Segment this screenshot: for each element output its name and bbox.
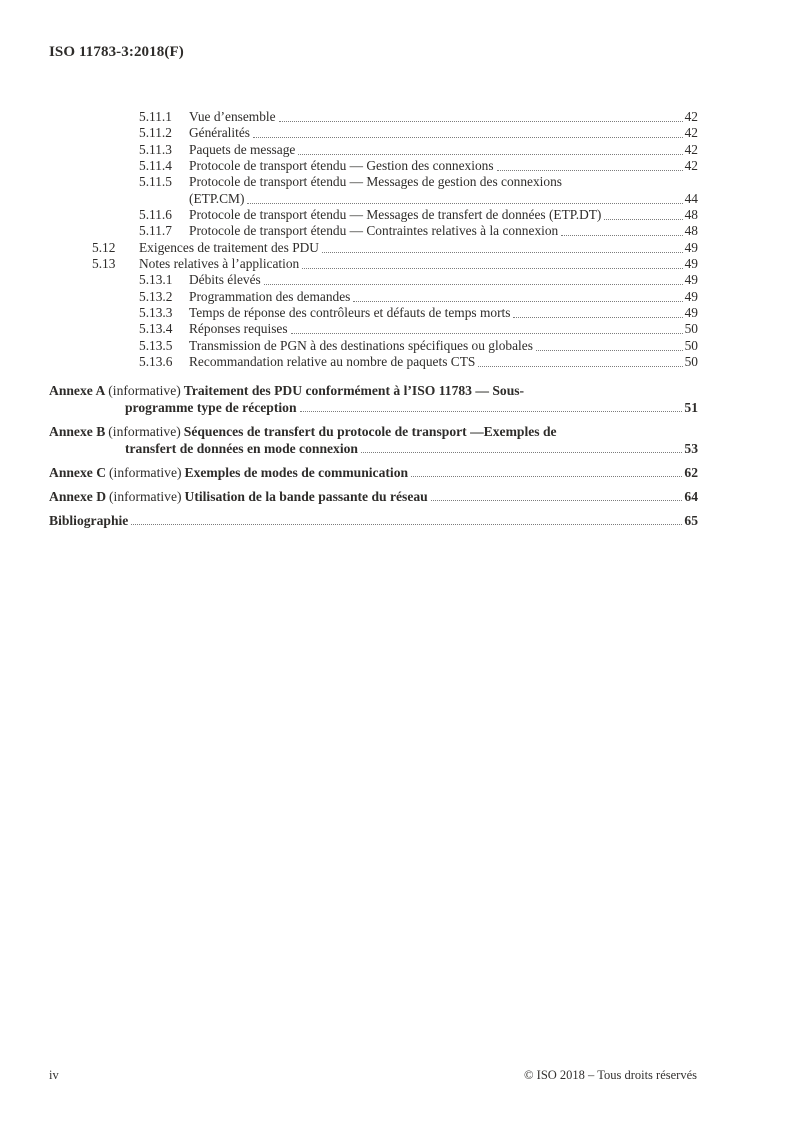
toc-entry[interactable] xyxy=(49,174,698,207)
annex-entry[interactable] xyxy=(49,423,698,457)
dot-leader xyxy=(513,317,682,318)
toc-entry-line xyxy=(139,240,698,256)
toc-entry-body xyxy=(189,207,698,223)
toc-entry-line xyxy=(189,191,698,207)
dot-leader xyxy=(302,268,682,269)
annex-line xyxy=(49,382,698,399)
toc-entry-number: 5.13.1 xyxy=(139,272,173,288)
toc-entry-title: Protocole de transport étendu — Messages de gestion des connexions xyxy=(189,174,562,190)
bibliography-title: Bibliographie xyxy=(49,512,129,528)
page-header xyxy=(49,44,184,61)
annex-entry[interactable] xyxy=(49,464,698,481)
annex-line xyxy=(49,488,698,505)
toc-entry-body xyxy=(139,240,698,256)
toc-entry-line xyxy=(189,354,698,370)
toc-entry-body xyxy=(189,354,698,370)
toc-entry-page: 48 xyxy=(684,223,698,239)
toc-entry-line xyxy=(189,109,698,125)
toc-entry-title: Programmation des demandes xyxy=(189,288,351,304)
annex-entry[interactable] xyxy=(49,382,698,416)
annex-prefix: Annexe A xyxy=(49,382,106,398)
toc-entry[interactable] xyxy=(49,125,698,141)
annex-title: Exemples de modes de communication xyxy=(184,464,409,480)
toc-entry-number: 5.12 xyxy=(92,239,116,255)
dot-leader xyxy=(300,411,683,412)
toc-entry-line xyxy=(189,338,698,354)
toc-entry-number: 5.13.5 xyxy=(139,337,173,353)
toc-entry-line xyxy=(189,321,698,337)
toc-entry-body xyxy=(189,223,698,239)
toc-entry-title: Protocole de transport étendu — Contraintes relatives à la connexion xyxy=(189,223,559,239)
annex-title: Traitement des PDU conformément à l’ISO 11783 — Sous- xyxy=(183,382,525,398)
dot-leader xyxy=(353,301,682,302)
toc-entry-body xyxy=(189,158,698,174)
bibliography-entry[interactable] xyxy=(49,512,698,529)
toc-entry-body xyxy=(189,289,698,305)
toc-entry[interactable] xyxy=(49,240,698,256)
toc-entry-number: 5.13.2 xyxy=(139,288,173,304)
toc-entry-number: 5.11.1 xyxy=(139,109,172,124)
dot-leader xyxy=(322,252,683,253)
toc-entry-number: 5.11.6 xyxy=(139,207,172,223)
toc-entry-number: 5.13 xyxy=(92,256,116,272)
dot-leader xyxy=(247,203,682,204)
annex-line xyxy=(49,440,698,457)
dot-leader xyxy=(431,500,683,501)
toc-entry-line xyxy=(189,158,698,174)
toc-entry[interactable] xyxy=(49,158,698,174)
toc-entry[interactable] xyxy=(49,256,698,272)
toc-entry-body xyxy=(189,125,698,141)
toc-entry[interactable] xyxy=(49,223,698,239)
annex-page: 64 xyxy=(684,488,698,504)
annex-label: (informative) xyxy=(109,464,182,480)
toc-entry[interactable] xyxy=(49,272,698,288)
toc-entry-line xyxy=(189,207,698,223)
annex-text xyxy=(125,440,358,457)
annex-page: 51 xyxy=(684,399,698,415)
toc-entry-number: 5.11.2 xyxy=(139,125,172,141)
toc-entry-body xyxy=(139,256,698,272)
annex-text xyxy=(49,488,428,505)
dot-leader xyxy=(131,524,682,525)
toc-entry-page: 49 xyxy=(684,239,698,255)
folio-page-number: iv xyxy=(49,1068,59,1082)
dot-leader xyxy=(264,284,683,285)
annex-label: (informative) xyxy=(108,423,181,439)
dot-leader xyxy=(291,333,683,334)
annex-title: Séquences de transfert du protocole de transport —Exemples de xyxy=(183,423,557,439)
toc-entry-line xyxy=(189,305,698,321)
toc-entry-title: Exigences de traitement des PDU xyxy=(139,239,319,255)
toc-entry-page: 42 xyxy=(684,141,698,157)
toc-entry-body xyxy=(189,109,698,125)
toc-entry-body xyxy=(189,338,698,354)
toc-entry-title: Temps de réponse des contrôleurs et défauts de temps morts xyxy=(189,305,511,321)
toc-entry-line xyxy=(189,272,698,288)
dot-leader xyxy=(298,154,682,155)
toc-entry-number: 5.13.3 xyxy=(139,305,173,321)
toc-entry[interactable] xyxy=(49,142,698,158)
toc-entry-title: Vue d’ensemble xyxy=(189,109,276,124)
annex-label: (informative) xyxy=(108,382,181,398)
toc-entry-page: 49 xyxy=(684,288,698,304)
toc-entry-number: 5.13.6 xyxy=(139,354,173,370)
toc-entry-page: 48 xyxy=(684,207,698,223)
toc-entry-page: 50 xyxy=(684,321,698,337)
toc-entry-title: Notes relatives à l’application xyxy=(139,256,300,272)
toc-entry-body xyxy=(189,272,698,288)
dot-leader xyxy=(478,366,682,367)
annex-title-continued: programme type de réception xyxy=(125,399,297,415)
annex-page: 53 xyxy=(684,440,698,456)
annex-text xyxy=(49,464,408,481)
doc-id: ISO 11783-3:2018(F) xyxy=(49,44,184,60)
toc-entry-number: 5.13.4 xyxy=(139,321,173,337)
toc-entry-body xyxy=(189,305,698,321)
toc-entry[interactable] xyxy=(49,338,698,354)
toc-entry-title: Transmission de PGN à des destinations spécifiques ou globales xyxy=(189,337,533,353)
dot-leader xyxy=(253,137,683,138)
toc-entry-line xyxy=(189,223,698,239)
toc-entry-page: 42 xyxy=(684,109,698,124)
toc-entry-line xyxy=(189,289,698,305)
copyright-notice: © ISO 2018 – Tous droits réservés xyxy=(524,1068,697,1082)
toc-entry[interactable] xyxy=(49,321,698,337)
toc-entry-line xyxy=(189,142,698,158)
toc-entry-body xyxy=(189,174,698,207)
toc-entry-title: (ETP.CM) xyxy=(189,190,245,206)
bibliography-line xyxy=(49,512,698,529)
toc-entry-title: Protocole de transport étendu — Gestion des connexions xyxy=(189,158,494,174)
annex-prefix: Annexe C xyxy=(49,464,107,480)
dot-leader xyxy=(561,235,682,236)
annex-line xyxy=(49,464,698,481)
dot-leader xyxy=(536,350,683,351)
annex-prefix: Annexe B xyxy=(49,423,106,439)
annex-text xyxy=(49,382,524,399)
toc-entry-title: Recommandation relative au nombre de paquets CTS xyxy=(189,354,476,370)
annex-prefix: Annexe D xyxy=(49,488,107,504)
toc-entry-page: 49 xyxy=(684,305,698,321)
toc-entry-line xyxy=(139,256,698,272)
annex-line xyxy=(49,399,698,416)
annex-text xyxy=(49,423,557,440)
annex-title-continued: transfert de données en mode connexion xyxy=(125,440,358,456)
dot-leader xyxy=(497,170,683,171)
toc-entry-page: 49 xyxy=(684,256,698,272)
bibliography-page: 65 xyxy=(684,512,698,528)
dot-leader xyxy=(279,121,683,122)
toc-entry-page: 42 xyxy=(684,158,698,174)
toc-entry-title: Protocole de transport étendu — Messages de transfert de données (ETP.DT) xyxy=(189,207,602,223)
toc-entry-line xyxy=(189,174,698,190)
toc-list xyxy=(49,109,698,371)
toc-entry-number: 5.11.4 xyxy=(139,158,172,174)
annex-line xyxy=(49,423,698,440)
toc-entry-line xyxy=(189,125,698,141)
toc-entry-page: 50 xyxy=(684,354,698,370)
table-of-contents xyxy=(49,109,698,529)
annex-text xyxy=(125,399,297,416)
toc-entry-number: 5.11.5 xyxy=(139,174,172,190)
toc-entry[interactable] xyxy=(49,109,698,125)
page-footer xyxy=(49,1068,697,1083)
toc-entry-number: 5.11.7 xyxy=(139,223,172,239)
toc-entry[interactable] xyxy=(49,305,698,321)
annex-list xyxy=(49,382,698,529)
annex-label: (informative) xyxy=(109,488,182,504)
toc-entry-number: 5.11.3 xyxy=(139,141,172,157)
dot-leader xyxy=(411,476,682,477)
toc-entry[interactable] xyxy=(49,289,698,305)
toc-entry-title: Réponses requises xyxy=(189,321,288,337)
dot-leader xyxy=(361,452,682,453)
toc-entry[interactable] xyxy=(49,354,698,370)
bibliography-text xyxy=(49,512,128,529)
annex-entry[interactable] xyxy=(49,488,698,505)
annex-page: 62 xyxy=(684,464,698,480)
toc-entry-page: 42 xyxy=(684,125,698,141)
toc-entry[interactable] xyxy=(49,207,698,223)
dot-leader xyxy=(604,219,682,220)
toc-entry-title: Généralités xyxy=(189,125,250,141)
toc-entry-page: 49 xyxy=(684,272,698,288)
toc-entry-body xyxy=(189,321,698,337)
annex-title: Utilisation de la bande passante du réseau xyxy=(184,488,428,504)
toc-entry-body xyxy=(189,142,698,158)
toc-entry-page: 44 xyxy=(684,190,698,206)
toc-entry-title: Paquets de message xyxy=(189,141,296,157)
toc-entry-page: 50 xyxy=(684,337,698,353)
toc-entry-title: Débits élevés xyxy=(189,272,261,288)
